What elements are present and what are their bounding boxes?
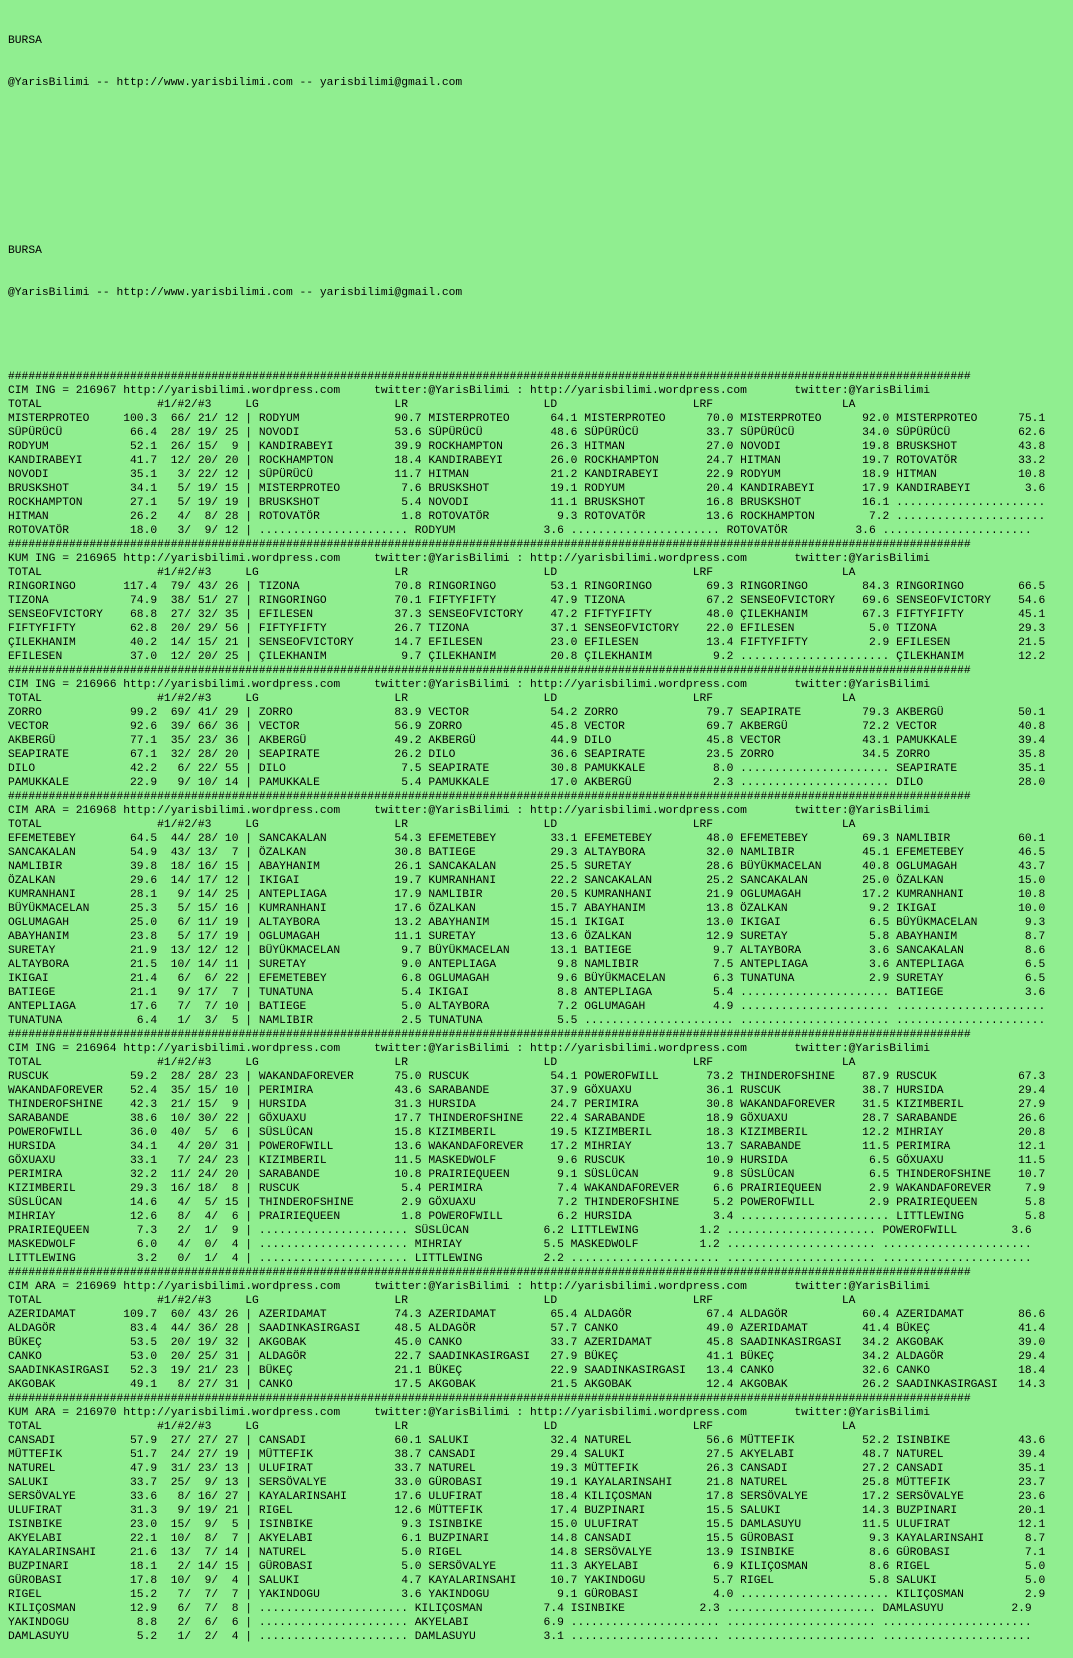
table-row: ULUFIRAT 31.3 9/ 19/ 21 | RIGEL 12.6 MÜTTEFIK 17.4 BUZPINARI 15.5 SALUKI 14.3 BUZPINARI 20.1 [8, 1505, 1046, 1517]
separator-line: ############################################################################################################################################## [8, 371, 971, 383]
table-row: DAMLASUYU 5.2 1/ 2/ 4 | ...................... DAMLASUYU 3.1 ...................... ...................... ...................... [8, 1631, 1032, 1643]
table-row: AKYELABI 22.1 10/ 8/ 7 | AKYELABI 6.1 BUZPINARI 14.8 CANSADI 15.5 GÜROBASI 9.3 KAYALARINSAHI 8.7 [8, 1533, 1046, 1545]
header-contact: @YarisBilimi -- http://www.yarisbilimi.com -- yarisbilimi@gmail.com [8, 77, 463, 89]
table-row: BATIEGE 21.1 9/ 17/ 7 | TUNATUNA 5.4 IKIGAI 8.8 ANTEPLIAGA 5.4 ...................... BATIEGE 3.6 [8, 987, 1046, 999]
table-row: PAMUKKALE 22.9 9/ 10/ 14 | PAMUKKALE 5.4 PAMUKKALE 17.0 AKBERGÜ 2.3 ...................... DILO 28.0 [8, 777, 1046, 789]
column-header-row: TOTAL #1/#2/#3 LG LR LD LRF LA [8, 1295, 856, 1307]
table-row: KUMRANHANI 28.1 9/ 14/ 25 | ANTEPLIAGA 17.9 NAMLIBIR 20.5 KUMRANHANI 21.9 OGLUMAGAH 17.2 KUMRANHANI 10.8 [8, 889, 1046, 901]
table-row: AZERIDAMAT 109.7 60/ 43/ 26 | AZERIDAMAT 74.3 AZERIDAMAT 65.4 ALDAGÖR 67.4 ALDAGÖR 60.4 AZERIDAMAT 86.6 [8, 1309, 1046, 1321]
table-row: ALTAYBORA 21.5 10/ 14/ 11 | SURETAY 9.0 ANTEPLIAGA 9.8 NAMLIBIR 7.5 ANTEPLIAGA 3.6 ANTEPLIAGA 6.5 [8, 959, 1046, 971]
table-row: SERSÖVALYE 33.6 8/ 16/ 27 | KAYALARINSAHI 17.6 ULUFIRAT 18.4 KILIÇOSMAN 17.8 SERSÖVALYE 17.2 SERSÖVALYE 23.6 [8, 1491, 1046, 1503]
table-row: EFEMETEBEY 64.5 44/ 28/ 10 | SANCAKALAN 54.3 EFEMETEBEY 33.1 EFEMETEBEY 48.0 EFEMETEBEY 69.3 NAMLIBIR 60.1 [8, 833, 1046, 845]
table-row: FIFTYFIFTY 62.8 20/ 29/ 56 | FIFTYFIFTY 26.7 TIZONA 37.1 SENSEOFVICTORY 22.0 EFILESEN 5.0 TIZONA 29.3 [8, 623, 1046, 635]
table-row: ROTOVATÖR 18.0 3/ 9/ 12 | ...................... RODYUM 3.6 ...................... ROTOVATÖR 3.6 ...................... [8, 525, 1032, 537]
table-row: ANTEPLIAGA 17.6 7/ 7/ 10 | BATIEGE 5.0 ALTAYBORA 7.2 OGLUMAGAH 4.9 ...................... ...................... [8, 1001, 1046, 1013]
table-row: RUSCUK 59.2 28/ 28/ 23 | WAKANDAFOREVER 75.0 RUSCUK 54.1 POWEROFWILL 73.2 THINDEROFSHINE 87.9 RUSCUK 67.3 [8, 1071, 1046, 1083]
table-row: ABAYHANIM 23.8 5/ 17/ 19 | OGLUMAGAH 11.1 SURETAY 13.6 ÖZALKAN 12.9 SURETAY 5.8 ABAYHANIM 8.7 [8, 931, 1046, 943]
table-row: DILO 42.2 6/ 22/ 55 | DILO 7.5 SEAPIRATE 30.8 PAMUKKALE 8.0 ...................... SEAPIRATE 35.1 [8, 763, 1046, 775]
race-header: CIM ARA = 216968 http://yarisbilimi.wordpress.com twitter:@YarisBilimi : http://yarisbilimi.wordpress.com twitter:@YarisBilimi [8, 805, 930, 817]
table-row: THINDEROFSHINE 42.3 21/ 15/ 9 | HURSIDA 31.3 HURSIDA 24.7 PERIMIRA 30.8 WAKANDAFOREVER 31.5 KIZIMBERIL 27.9 [8, 1099, 1046, 1111]
table-row: SANCAKALAN 54.9 43/ 13/ 7 | ÖZALKAN 30.8 BATIEGE 29.3 ALTAYBORA 32.0 NAMLIBIR 45.1 EFEMETEBEY 46.5 [8, 847, 1046, 859]
blank-line [8, 328, 1073, 342]
table-row: WAKANDAFOREVER 52.4 35/ 15/ 10 | PERIMIRA 43.6 SARABANDE 37.9 GÖXUAXU 36.1 RUSCUK 38.7 HURSIDA 29.4 [8, 1085, 1046, 1097]
column-header-row: TOTAL #1/#2/#3 LG LR LD LRF LA [8, 399, 856, 411]
column-header-row: TOTAL #1/#2/#3 LG LR LD LRF LA [8, 1421, 856, 1433]
table-row: SARABANDE 38.6 10/ 30/ 22 | GÖXUAXU 17.7 THINDEROFSHINE 22.4 SARABANDE 18.9 GÖXUAXU 28.7 SARABANDE 26.6 [8, 1113, 1046, 1125]
table-row: NATUREL 47.9 31/ 23/ 13 | ULUFIRAT 33.7 NATUREL 19.3 MÜTTEFIK 26.3 CANSADI 27.2 CANSADI 35.1 [8, 1463, 1046, 1475]
table-row: BUZPINARI 18.1 2/ 14/ 15 | GÜROBASI 5.0 SERSÖVALYE 11.3 AKYELABI 6.9 KILIÇOSMAN 8.6 RIGEL 5.0 [8, 1561, 1046, 1573]
table-row: ÖZALKAN 29.6 14/ 17/ 12 | IKIGAI 19.7 KUMRANHANI 22.2 SANCAKALAN 25.2 SANCAKALAN 25.0 ÖZALKAN 15.0 [8, 875, 1046, 887]
blank-line [8, 160, 1073, 174]
table-row: AKBERGÜ 77.1 35/ 23/ 36 | AKBERGÜ 49.2 AKBERGÜ 44.9 DILO 45.8 VECTOR 43.1 PAMUKKALE 39.4 [8, 735, 1046, 747]
table-row: AKGOBAK 49.1 8/ 27/ 31 | CANKO 17.5 AKGOBAK 21.5 AKGOBAK 12.4 AKGOBAK 26.2 SAADINKASIRGASI 14.3 [8, 1379, 1046, 1391]
table-row: TIZONA 74.9 38/ 51/ 27 | RINGORINGO 70.1 FIFTYFIFTY 47.9 TIZONA 67.2 SENSEOFVICTORY 69.6 SENSEOFVICTORY 54.6 [8, 595, 1046, 607]
column-header-row: TOTAL #1/#2/#3 LG LR LD LRF LA [8, 693, 856, 705]
table-row: ISINBIKE 23.0 15/ 9/ 5 | ISINBIKE 9.3 ISINBIKE 15.0 ULUFIRAT 15.5 DAMLASUYU 11.5 ULUFIRAT 12.1 [8, 1519, 1046, 1531]
header-contact: @YarisBilimi -- http://www.yarisbilimi.com -- yarisbilimi@gmail.com [8, 287, 463, 299]
table-row: SEAPIRATE 67.1 32/ 28/ 20 | SEAPIRATE 26.2 DILO 36.6 SEAPIRATE 23.5 ZORRO 34.5 ZORRO 35.8 [8, 749, 1046, 761]
table-row: CANSADI 57.9 27/ 27/ 27 | CANSADI 60.1 SALUKI 32.4 NATUREL 56.6 MÜTTEFIK 52.2 ISINBIKE 43.6 [8, 1435, 1046, 1447]
separator-line: ############################################################################################################################################## [8, 791, 971, 803]
table-row: MIHRIAY 12.6 8/ 4/ 6 | PRAIRIEQUEEN 1.8 POWEROFWILL 6.2 HURSIDA 3.4 ...................... LITTLEWING 5.8 [8, 1211, 1046, 1223]
table-row: RODYUM 52.1 26/ 15/ 9 | KANDIRABEYI 39.9 ROCKHAMPTON 26.3 HITMAN 27.0 NOVODI 19.8 BRUSKSHOT 43.8 [8, 441, 1046, 453]
race-header: KUM ARA = 216970 http://yarisbilimi.wordpress.com twitter:@YarisBilimi : http://yarisbilimi.wordpress.com twitter:@YarisBilimi [8, 1407, 930, 1419]
table-row: NOVODI 35.1 3/ 22/ 12 | SÜPÜRÜCÜ 11.7 HITMAN 21.2 KANDIRABEYI 22.9 RODYUM 18.9 HITMAN 10.8 [8, 469, 1046, 481]
table-row: OGLUMAGAH 25.0 6/ 11/ 19 | ALTAYBORA 13.2 ABAYHANIM 15.1 IKIGAI 13.0 IKIGAI 6.5 BÜYÜKMACELAN 9.3 [8, 917, 1046, 929]
table-row: POWEROFWILL 36.0 40/ 5/ 6 | SÜSLÜCAN 15.8 KIZIMBERIL 19.5 KIZIMBERIL 18.3 KIZIMBERIL 12.2 MIHRIAY 20.8 [8, 1127, 1046, 1139]
table-row: EFILESEN 37.0 12/ 20/ 25 | ÇILEKHANIM 9.7 ÇILEKHANIM 20.8 ÇILEKHANIM 9.2 ...................... ÇILEKHANIM 12.2 [8, 651, 1046, 663]
blank-line [8, 118, 1073, 132]
table-row: BÜKEÇ 53.5 20/ 19/ 32 | AKGOBAK 45.0 CANKO 33.7 AZERIDAMAT 45.8 SAADINKASIRGASI 34.2 AKGOBAK 39.0 [8, 1337, 1046, 1349]
table-row: MISTERPROTEO 100.3 66/ 21/ 12 | RODYUM 90.7 MISTERPROTEO 64.1 MISTERPROTEO 70.0 MISTERPROTEO 92.0 MISTERPROTEO 75.1 [8, 413, 1046, 425]
table-row: SÜSLÜCAN 14.6 4/ 5/ 15 | THINDEROFSHINE 2.9 GÖXUAXU 7.2 THINDEROFSHINE 5.2 POWEROFWILL 2.9 PRAIRIEQUEEN 5.8 [8, 1197, 1046, 1209]
table-row: SALUKI 33.7 25/ 9/ 13 | SERSÖVALYE 33.0 GÜROBASI 19.1 KAYALARINSAHI 21.8 NATUREL 25.8 MÜTTEFIK 23.7 [8, 1477, 1046, 1489]
table-row: CANKO 53.0 20/ 25/ 31 | ALDAGÖR 22.7 SAADINKASIRGASI 27.9 BÜKEÇ 41.1 BÜKEÇ 34.2 ALDAGÖR 29.4 [8, 1351, 1046, 1363]
table-row: ZORRO 99.2 69/ 41/ 29 | ZORRO 83.9 VECTOR 54.2 ZORRO 79.7 SEAPIRATE 79.3 AKBERGÜ 50.1 [8, 707, 1046, 719]
table-row: GÖXUAXU 33.1 7/ 24/ 23 | KIZIMBERIL 11.5 MASKEDWOLF 9.6 RUSCUK 10.9 HURSIDA 6.5 GÖXUAXU 11.5 [8, 1155, 1046, 1167]
race-header: CIM ING = 216966 http://yarisbilimi.wordpress.com twitter:@YarisBilimi : http://yarisbilimi.wordpress.com twitter:@YarisBilimi [8, 679, 930, 691]
separator-line: ############################################################################################################################################## [8, 539, 971, 551]
table-row: TUNATUNA 6.4 1/ 3/ 5 | NAMLIBIR 2.5 TUNATUNA 5.5 ...................... ...................... ...................... [8, 1015, 1046, 1027]
table-row: ROCKHAMPTON 27.1 5/ 19/ 19 | BRUSKSHOT 5.4 NOVODI 11.1 BRUSKSHOT 16.8 BRUSKSHOT 16.1 ...................... [8, 497, 1046, 509]
column-header-row: TOTAL #1/#2/#3 LG LR LD LRF LA [8, 819, 856, 831]
race-header: CIM ING = 216964 http://yarisbilimi.wordpress.com twitter:@YarisBilimi : http://yarisbilimi.wordpress.com twitter:@YarisBilimi [8, 1043, 930, 1055]
table-row: RINGORINGO 117.4 79/ 43/ 26 | TIZONA 70.8 RINGORINGO 53.1 RINGORINGO 69.3 RINGORINGO 84.3 RINGORINGO 66.5 [8, 581, 1046, 593]
separator-line: ############################################################################################################################################## [8, 1267, 971, 1279]
table-row: HITMAN 26.2 4/ 8/ 28 | ROTOVATÖR 1.8 ROTOVATÖR 9.3 ROTOVATÖR 13.6 ROCKHAMPTON 7.2 ...................... [8, 511, 1046, 523]
table-row: ALDAGÖR 83.4 44/ 36/ 28 | SAADINKASIRGASI 48.5 ALDAGÖR 57.7 CANKO 49.0 AZERIDAMAT 41.4 BÜKEÇ 41.4 [8, 1323, 1046, 1335]
blank-line [8, 202, 1073, 216]
column-header-row: TOTAL #1/#2/#3 LG LR LD LRF LA [8, 1057, 856, 1069]
column-header-row: TOTAL #1/#2/#3 LG LR LD LRF LA [8, 567, 856, 579]
table-row: VECTOR 92.6 39/ 66/ 36 | VECTOR 56.9 ZORRO 45.8 VECTOR 69.7 AKBERGÜ 72.2 VECTOR 40.8 [8, 721, 1046, 733]
race-header: KUM ING = 216965 http://yarisbilimi.wordpress.com twitter:@YarisBilimi : http://yarisbilimi.wordpress.com twitter:@YarisBilimi [8, 553, 930, 565]
table-row: KIZIMBERIL 29.3 16/ 18/ 8 | RUSCUK 5.4 PERIMIRA 7.4 WAKANDAFOREVER 6.6 PRAIRIEQUEEN 2.9 WAKANDAFOREVER 7.9 [8, 1183, 1046, 1195]
separator-line: ############################################################################################################################################## [8, 665, 971, 677]
race-tables [8, 370, 1073, 1644]
table-row: LITTLEWING 3.2 0/ 1/ 4 | ...................... LITTLEWING 2.2 ...................... ...................... ...................... [8, 1253, 1032, 1265]
table-row: MÜTTEFIK 51.7 24/ 27/ 19 | MÜTTEFIK 38.7 CANSADI 29.4 SALUKI 27.5 AKYELABI 48.7 NATUREL 39.4 [8, 1449, 1046, 1461]
header-city: BURSA [8, 35, 42, 47]
table-row: SURETAY 21.9 13/ 12/ 12 | BÜYÜKMACELAN 9.7 BÜYÜKMACELAN 13.1 BATIEGE 9.7 ALTAYBORA 3.6 SANCAKALAN 8.6 [8, 945, 1046, 957]
table-row: PRAIRIEQUEEN 7.3 2/ 1/ 9 | ...................... SÜSLÜCAN 6.2 LITTLEWING 1.2 ...................... POWEROFWILL 3.6 [8, 1225, 1032, 1237]
table-row: KAYALARINSAHI 21.6 13/ 7/ 14 | NATUREL 5.0 RIGEL 14.8 SERSÖVALYE 13.9 ISINBIKE 8.6 GÜROBASI 7.1 [8, 1547, 1046, 1559]
table-row: KILIÇOSMAN 12.9 6/ 7/ 8 | ...................... KILIÇOSMAN 7.4 ISINBIKE 2.3 ...................... DAMLASUYU 2.9 [8, 1603, 1032, 1615]
header-city: BURSA [8, 245, 42, 257]
separator-line: ############################################################################################################################################## [8, 1029, 971, 1041]
table-row: GÜROBASI 17.8 10/ 9/ 4 | SALUKI 4.7 KAYALARINSAHI 10.7 YAKINDOGU 5.7 RIGEL 5.8 SALUKI 5.0 [8, 1575, 1046, 1587]
table-row: KANDIRABEYI 41.7 12/ 20/ 20 | ROCKHAMPTON 18.4 KANDIRABEYI 26.0 ROCKHAMPTON 24.7 HITMAN 19.7 ROTOVATÖR 33.2 [8, 455, 1046, 467]
table-row: SENSEOFVICTORY 68.8 27/ 32/ 35 | EFILESEN 37.3 SENSEOFVICTORY 47.2 FIFTYFIFTY 48.0 ÇILEKHANIM 67.3 FIFTYFIFTY 45.1 [8, 609, 1046, 621]
race-header: CIM ING = 216967 http://yarisbilimi.wordpress.com twitter:@YarisBilimi : http://yarisbilimi.wordpress.com twitter:@YarisBilimi [8, 385, 930, 397]
race-header: CIM ARA = 216969 http://yarisbilimi.wordpress.com twitter:@YarisBilimi : http://yarisbilimi.wordpress.com twitter:@YarisBilimi [8, 1281, 930, 1293]
table-row: BRUSKSHOT 34.1 5/ 19/ 15 | MISTERPROTEO 7.6 BRUSKSHOT 19.1 RODYUM 20.4 KANDIRABEYI 17.9 KANDIRABEYI 3.6 [8, 483, 1046, 495]
table-row: PERIMIRA 32.2 11/ 24/ 20 | SARABANDE 10.8 PRAIRIEQUEEN 9.1 SÜSLÜCAN 9.8 SÜSLÜCAN 6.5 THINDEROFSHINE 10.7 [8, 1169, 1046, 1181]
table-row: YAKINDOGU 8.8 2/ 6/ 6 | ...................... AKYELABI 6.9 ...................... ...................... ...................... [8, 1617, 1032, 1629]
separator-line: ############################################################################################################################################## [8, 1393, 971, 1405]
table-row: MASKEDWOLF 6.0 4/ 0/ 4 | ...................... MIHRIAY 5.5 MASKEDWOLF 1.2 ...................... ...................... [8, 1239, 1032, 1251]
table-row: IKIGAI 21.4 6/ 6/ 22 | EFEMETEBEY 6.8 OGLUMAGAH 9.6 BÜYÜKMACELAN 6.3 TUNATUNA 2.9 SURETAY 6.5 [8, 973, 1046, 985]
table-row: SÜPÜRÜCÜ 66.4 28/ 19/ 25 | NOVODI 53.6 SÜPÜRÜCÜ 48.6 SÜPÜRÜCÜ 33.7 SÜPÜRÜCÜ 34.0 SÜPÜRÜCÜ 62.6 [8, 427, 1046, 439]
table-row: BÜYÜKMACELAN 25.3 5/ 15/ 16 | KUMRANHANI 17.6 ÖZALKAN 15.7 ABAYHANIM 13.8 ÖZALKAN 9.2 IKIGAI 10.0 [8, 903, 1046, 915]
table-row: RIGEL 15.2 7/ 7/ 7 | YAKINDOGU 3.6 YAKINDOGU 9.1 GÜROBASI 4.0 ...................... KILIÇOSMAN 2.9 [8, 1589, 1046, 1601]
table-row: HURSIDA 34.1 4/ 20/ 31 | POWEROFWILL 13.6 WAKANDAFOREVER 17.2 MIHRIAY 13.7 SARABANDE 11.5 PERIMIRA 12.1 [8, 1141, 1046, 1153]
table-row: ÇILEKHANIM 40.2 14/ 15/ 21 | SENSEOFVICTORY 14.7 EFILESEN 23.0 EFILESEN 13.4 FIFTYFIFTY 2.9 EFILESEN 21.5 [8, 637, 1046, 649]
table-row: SAADINKASIRGASI 52.3 19/ 21/ 23 | BÜKEÇ 21.1 BÜKEÇ 22.9 SAADINKASIRGASI 13.4 CANKO 32.6 CANKO 18.4 [8, 1365, 1046, 1377]
table-row: NAMLIBIR 39.8 18/ 16/ 15 | ABAYHANIM 26.1 SANCAKALAN 25.5 SURETAY 28.6 BÜYÜKMACELAN 40.8 OGLUMAGAH 43.7 [8, 861, 1046, 873]
